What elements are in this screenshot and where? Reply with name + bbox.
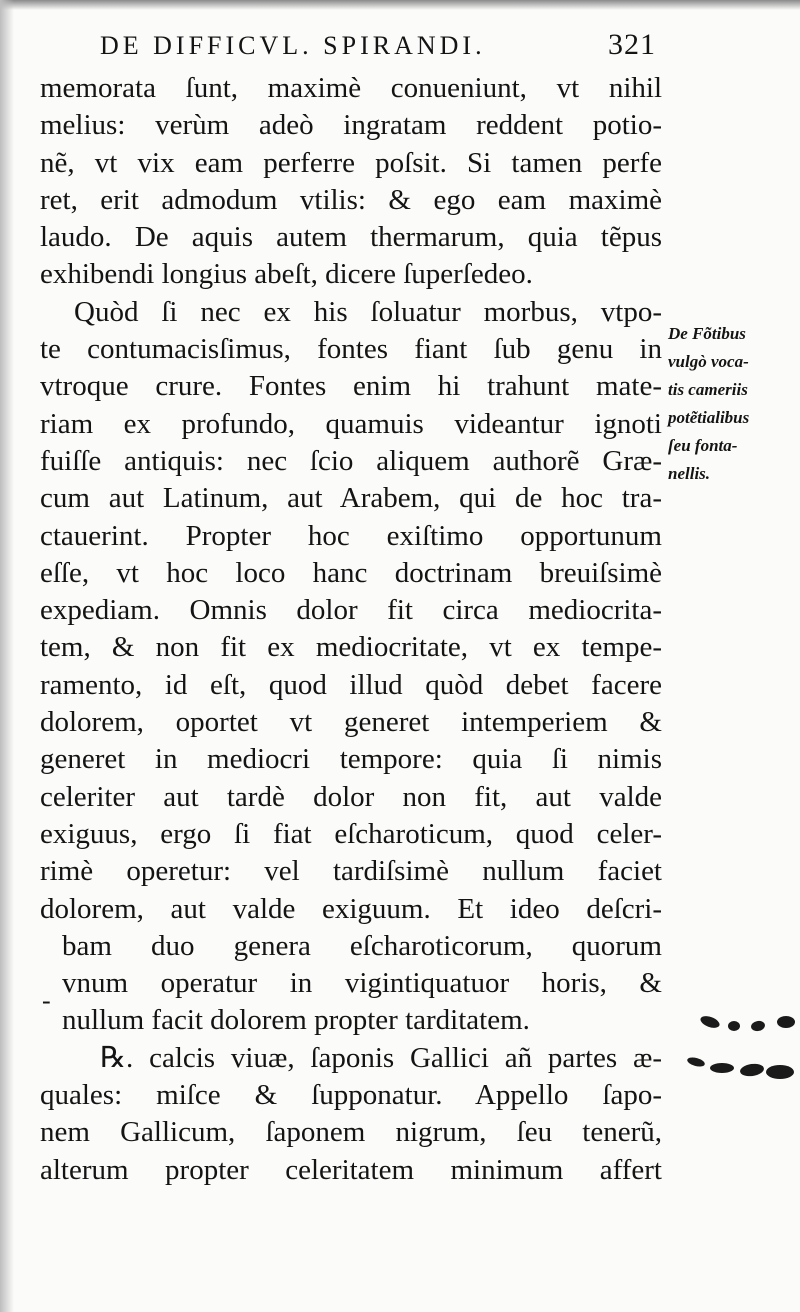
text-line: melius: verùm adeò ingratam reddent potio- <box>40 109 662 142</box>
text-line: tem, & non fit ex mediocritate, vt ex tempe- <box>40 631 662 664</box>
text-line: rimè operetur: vel tardiſsimè nullum faciet <box>40 855 662 888</box>
running-head <box>100 28 656 72</box>
margin-note-line: tis cameriis <box>668 380 748 399</box>
text-line: memorata ſunt, maximè conueniunt, vt nihil <box>40 72 662 104</box>
text-line: dolorem, oportet vt generet intemperiem & <box>40 706 662 739</box>
page-number: 321 <box>608 28 656 61</box>
text-line: te contumacisſimus, fontes fiant ſub genu in <box>40 333 662 366</box>
margin-note-line: potẽtialibus <box>668 408 750 427</box>
text-line: ℞. calcis viuæ, ſaponis Gallici añ partes æ- <box>100 1041 662 1074</box>
text-line: eſſe, vt hoc loco hanc doctrinam breuiſsimè <box>40 556 662 589</box>
text-line: ret, erit admodum vtilis: & ego eam maximè <box>40 183 662 216</box>
text-line: Quòd ſi nec ex his ſoluatur morbus, vtpo- <box>74 295 662 328</box>
text-line: laudo. De aquis autem thermarum, quia tẽpus <box>40 221 662 254</box>
scan-edge-top <box>0 0 800 10</box>
running-head-title: DE DIFFICVL. SPIRANDI. <box>100 31 486 60</box>
text-line: bam duo genera eſcharoticorum, quorum <box>62 929 662 962</box>
text-line: expediam. Omnis dolor fit circa mediocrita- <box>40 594 662 627</box>
margin-note <box>668 320 798 488</box>
ink-smudge <box>676 1000 800 1096</box>
text-line: nullum facit dolorem propter tarditatem. <box>62 1004 530 1037</box>
text-line: exhibendi longius abeſt, dicere ſuperſedeo. <box>40 258 533 291</box>
body-text <box>40 70 662 1189</box>
margin-note-line: ſeu fonta- <box>668 436 738 455</box>
text-line: riam ex profundo, quamuis videantur ignoti <box>40 407 662 440</box>
text-line: quales: miſce & ſupponatur. Appello ſapo- <box>40 1079 662 1112</box>
margin-note-line: De Fõtibus <box>668 324 746 343</box>
text-line: nẽ, vt vix eam perferre poſsit. Si tamen perfe <box>40 146 662 179</box>
text-line: exiguus, ergo ſi fiat eſcharoticum, quod celer- <box>40 817 662 850</box>
text-line: celeriter aut tardè dolor non fit, aut valde <box>40 780 662 813</box>
scan-edge-left <box>0 0 14 1312</box>
text-line: fuiſſe antiquis: nec ſcio aliquem authorẽ Græ- <box>40 444 662 477</box>
text-line: ramento, id eſt, quod illud quòd debet facere <box>40 668 662 701</box>
margin-dash-mark: - <box>42 986 51 1015</box>
text-line: ctauerint. Propter hoc exiſtimo opportunum <box>40 519 662 552</box>
text-line: vtroque crure. Fontes enim hi trahunt mate- <box>40 370 662 403</box>
text-line: cum aut Latinum, aut Arabem, qui de hoc tra- <box>40 482 662 515</box>
text-line: generet in mediocri tempore: quia ſi nimis <box>40 743 662 776</box>
text-line: vnum operatur in vigintiquatuor horis, & <box>62 967 662 1000</box>
text-line: alterum propter celeritatem minimum affert <box>40 1153 662 1186</box>
margin-note-line: nellis. <box>668 464 711 483</box>
text-line: nem Gallicum, ſaponem nigrum, ſeu tenerũ, <box>40 1116 662 1149</box>
margin-note-line: vulgò voca- <box>668 352 749 371</box>
text-line: dolorem, aut valde exiguum. Et ideo deſcri- <box>40 892 662 925</box>
